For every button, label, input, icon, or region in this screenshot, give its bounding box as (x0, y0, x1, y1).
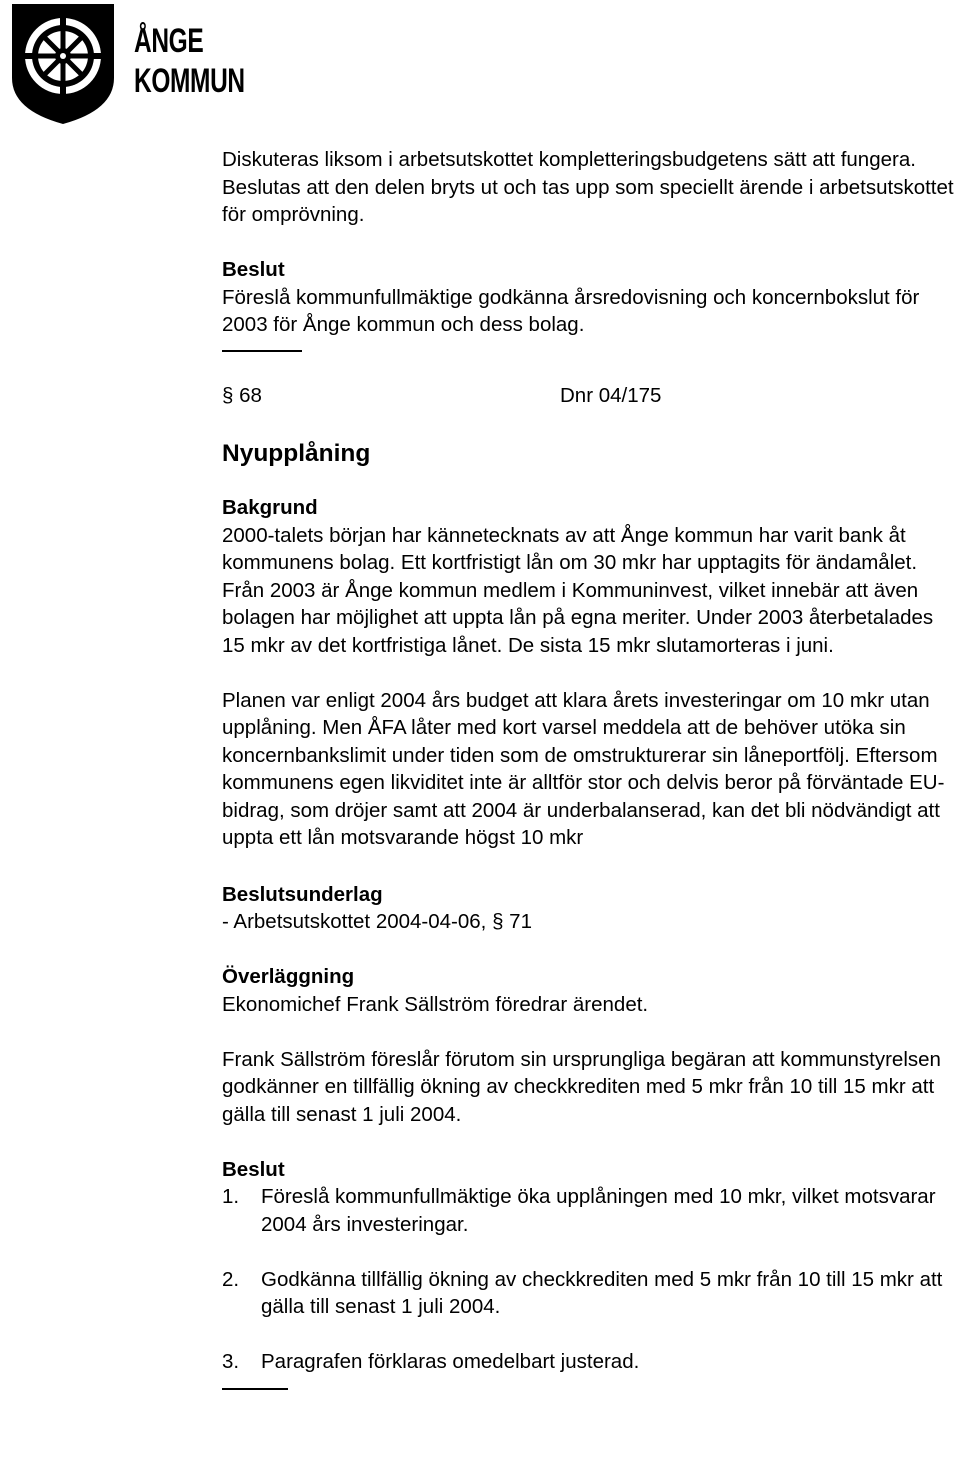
decision-item-number: 2. (222, 1267, 240, 1291)
deliberation-text-1: Ekonomichef Frank Sällström föredrar ärendet. (222, 992, 649, 1016)
municipality-logo (0, 0, 250, 130)
decision-list-item (222, 1348, 958, 1376)
section-divider (222, 350, 302, 352)
basis-heading: Beslutsunderlag (222, 882, 383, 906)
logo-text-line1: ÅNGE (134, 22, 204, 60)
document-body (222, 146, 958, 1403)
basis-section (222, 881, 958, 936)
paragraph-title: Nyupplåning (222, 440, 371, 467)
paragraph-header (222, 382, 958, 410)
basis-item: - Arbetsutskottet 2004-04-06, § 71 (222, 910, 532, 933)
decision-list-item (222, 1266, 958, 1321)
decision-item-number: 1. (222, 1185, 240, 1208)
decision-item-number: 3. (222, 1350, 240, 1373)
wheel-emblem-icon (8, 2, 118, 126)
decision-item-text: Föreslå kommunfullmäktige öka upplåningen med 10 mkr, vilket motsvarar 2004 års investeringar. (261, 1185, 936, 1236)
paragraph-number: § 68 (222, 383, 262, 407)
decision-heading: Beslut (222, 258, 285, 281)
deliberation-section (222, 963, 958, 1128)
logo-text-line2: KOMMUN (134, 62, 245, 100)
decision-list-item (222, 1183, 958, 1238)
background-section (222, 494, 958, 852)
diary-number: Dnr 04/175 (560, 383, 662, 407)
intro-paragraph: Diskuteras liksom i arbetsutskottet kompletteringsbudgetens sätt att fungera. Beslutas att den delen bryts ut och tas upp som speciellt ärende i arbetsutskottet för omprövning. (222, 148, 954, 226)
decision-text: Föreslå kommunfullmäktige godkänna årsredovisning och koncernbokslut för 2003 för Ånge kommun och dess bolag. (222, 285, 920, 336)
decision-item-text: Godkänna tillfällig ökning av checkkrediten med 5 mkr från 10 till 15 mkr att gälla till senast 1 juli 2004. (261, 1267, 943, 1318)
background-text-2: Planen var enligt 2004 års budget att klara årets investeringar om 10 mkr utan upplåning. Men ÅFA låter med kort varsel meddela att de behöver utöka sin koncernbankslimit under tiden som de omstrukturerar sin låneportfölj. Eftersom kommunens egen likviditet inte är alltför stor och delvis beror på förväntade EU-bidrag, som dröjer samt att 2004 är underbalanserad, kan det bli nödvändigt att uppta ett lån motsvarande högst 10 mkr (222, 688, 945, 849)
decision-section-1 (222, 256, 958, 339)
deliberation-heading: Överläggning (222, 965, 355, 988)
deliberation-text-2: Frank Sällström föreslår förutom sin ursprungliga begäran att kommunstyrelsen godkänner en tillfällig ökning av checkkrediten med 5 mkr från 10 till 15 mkr att gälla till senast 1 juli 2004. (222, 1047, 941, 1126)
decision-item-text: Paragrafen förklaras omedelbart justerad. (261, 1350, 640, 1373)
decision-section-2 (222, 1156, 958, 1376)
background-heading: Bakgrund (222, 496, 318, 519)
decision-heading: Beslut (222, 1157, 285, 1181)
end-divider (222, 1388, 288, 1390)
background-text-1: 2000-talets början har kännetecknats av att Ånge kommun har varit bank åt kommunens bolag. Ett kortfristigt lån om 30 mkr har upptagits för ändamålet. Från 2003 är Ånge kommun medlem i Kommuninvest, vilket innebär att även bolagen har möjlighet att uppta lån på egna meriter. Under 2003 återbetalades 15 mkr av det kortfristiga lånet. De sista 15 mkr slutamorteras i juni. (222, 523, 934, 657)
